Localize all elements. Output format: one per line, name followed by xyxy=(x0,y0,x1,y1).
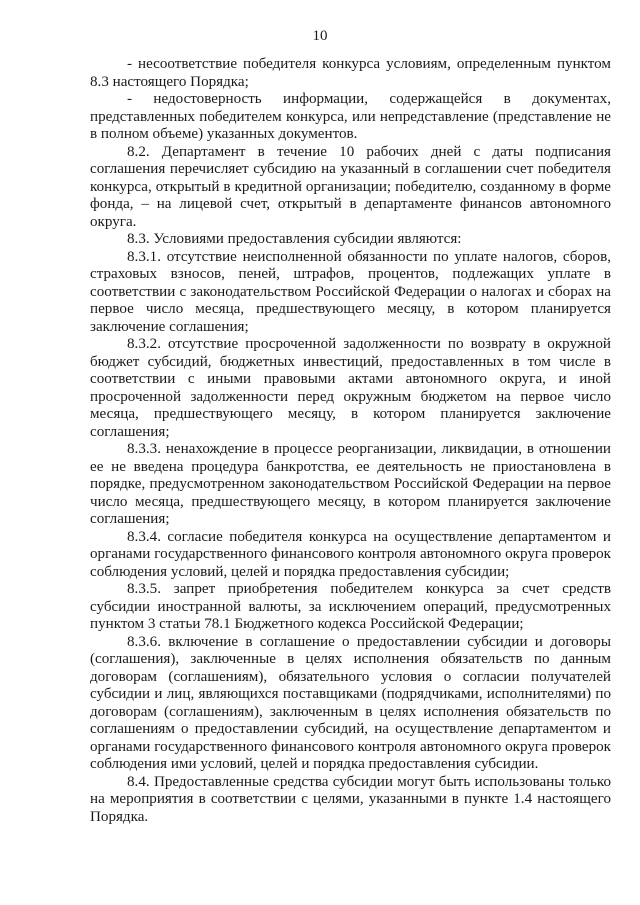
paragraph-8-3-6: 8.3.6. включение в соглашение о предоставлении субсидии и договоры (соглашения), заключенные в целях исполнения обязательств по данным договорам (соглашениям), обязательного условия о согласии получателей субсидии и лиц, являющихся поставщиками (подрядчиками, исполнителями) по договорам (соглашениям), заключенным в целях исполнения обязательств по соглашениям о предоставлении субсидий, на осуществление департаментом и органами государственного финансового контроля автономного округа проверок соблюдения ими условий, целей и порядка предоставления субсидии. xyxy=(90,633,611,772)
paragraph-8-3-5: 8.3.5. запрет приобретения победителем конкурса за счет средств субсидии иностранной валюты, за исключением операций, предусмотренных пунктом 3 статьи 78.1 Бюджетного кодекса Российской Федерации; xyxy=(90,581,611,632)
document-body xyxy=(90,56,611,826)
paragraph-8-4: 8.4. Предоставленные средства субсидии могут быть использованы только на мероприятия в соответствии с целями, указанными в пункте 1.4 настоящего Порядка. xyxy=(90,773,611,825)
paragraph-8-2: 8.2. Департамент в течение 10 рабочих дней с даты подписания соглашения перечисляет субсидию на указанный в соглашении счет победителя конкурса, открытый в кредитной организации; победителю, созданному в форме фонда, – на лицевой счет, открытый в департаменте финансов автономного округа. xyxy=(90,143,611,230)
paragraph-8-3-2: 8.3.2. отсутствие просроченной задолженности по возврату в окружной бюджет субсидий, бюджетных инвестиций, предоставленных в том числе в соответствии с иными правовыми актами автономного округа, и иной просроченной задолженности перед окружным бюджетом на первое число месяца, предшествующего месяцу, в котором планируется заключение соглашения; xyxy=(90,336,611,440)
paragraph-unreliable-info: - недостоверность информации, содержащейся в документах, представленных победителем конкурса, или непредставление (представление не в полном объеме) указанных документов. xyxy=(90,91,611,142)
paragraph-8-3-4: 8.3.4. согласие победителя конкурса на осуществление департаментом и органами государственного финансового контроля автономного округа проверок соблюдения условий, целей и порядка предоставления субсидии; xyxy=(90,528,611,580)
paragraph-8-3-1: 8.3.1. отсутствие неисполненной обязанности по уплате налогов, сборов, страховых взносов, пеней, штрафов, процентов, подлежащих уплате в соответствии с законодательством Российской Федерации о налогах и сборах на первое число месяца, предшествующего месяцу, в котором планируется заключение соглашения; xyxy=(90,248,611,335)
paragraph-8-3-3: 8.3.3. ненахождение в процессе реорганизации, ликвидации, в отношении ее не введена процедура банкротства, ее деятельность не приостановлена в порядке, предусмотренном законодательством Российской Федерации на первое число месяца, предшествующего месяцу, в котором планируется заключение соглашения; xyxy=(90,441,611,527)
paragraph-nonconformity: - несоответствие победителя конкурса условиям, определенным пунктом 8.3 настоящего Порядка; xyxy=(90,56,611,90)
page-number: 10 xyxy=(312,28,328,44)
paragraph-8-3: 8.3. Условиями предоставления субсидии являются: xyxy=(127,231,462,247)
